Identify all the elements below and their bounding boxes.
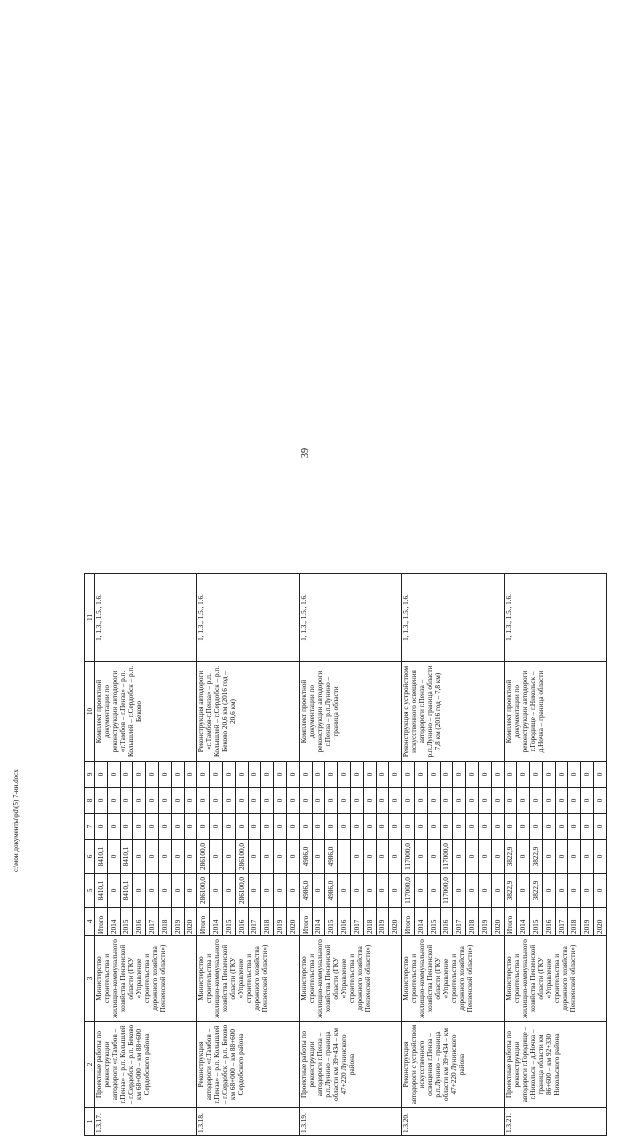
funding-total-cell: 0 (158, 874, 171, 908)
funding-federal-cell: 0 (427, 814, 440, 840)
funding-other-cell: 0 (222, 762, 235, 788)
funding-total-cell: 3822,9 (504, 874, 517, 908)
year-cell: Итого (95, 908, 108, 936)
year-cell: 2020 (389, 908, 402, 936)
indicator-codes: 1, 1.3., 1.5., 1.6. (402, 574, 504, 662)
funding-regional-cell (338, 840, 351, 874)
funding-regional-cell: 117000,0 (440, 840, 453, 874)
funding-regional-cell: 0 (555, 840, 568, 874)
year-cell: 2018 (363, 908, 376, 936)
funding-local-cell: 0 (133, 788, 146, 814)
funding-total-cell: 286100,0 (235, 874, 248, 908)
funding-local-cell: 0 (414, 788, 427, 814)
funding-total-cell: 0 (581, 874, 594, 908)
funding-total-cell: 0 (184, 874, 197, 908)
activity-name: Проектные работы по реконструкции автодороги г.Пенза – р.п.Лунино – граница области км 39+434 – км 47+220 Лунинского района (299, 1022, 401, 1108)
year-cell: 2020 (286, 908, 299, 936)
executor: Министерство строительства и жилищно-коммунального хозяйства Пензенской области (ГКУ «Управление строительства и дорожного хозяйства Пензенской области») (95, 936, 197, 1022)
year-cell: 2018 (158, 908, 171, 936)
indicator-codes: 1, 1.3., 1.5., 1.6. (95, 574, 197, 662)
funding-local-cell: 0 (427, 788, 440, 814)
funding-total-cell: 0 (286, 874, 299, 908)
year-cell: 2014 (517, 908, 530, 936)
funding-total-cell: 0 (568, 874, 581, 908)
page-number: 39 (300, 448, 311, 458)
funding-other-cell: 0 (146, 762, 159, 788)
year-cell: Итого (402, 908, 415, 936)
year-cell: 2015 (530, 908, 543, 936)
funding-other-cell: 0 (184, 762, 197, 788)
funding-federal-cell: 0 (414, 814, 427, 840)
funding-federal-cell: 0 (210, 814, 223, 840)
year-cell: Итого (299, 908, 312, 936)
funding-regional-cell: 0 (286, 840, 299, 874)
funding-federal-cell: 0 (197, 814, 210, 840)
funding-regional-cell: 0 (171, 840, 184, 874)
funding-other-cell: 0 (248, 762, 261, 788)
funding-other-cell: 0 (376, 762, 389, 788)
header-cell: 1 (85, 1108, 95, 1136)
funding-federal-cell: 0 (581, 814, 594, 840)
rotated-table-container (84, 574, 607, 1136)
funding-local-cell: 0 (107, 788, 120, 814)
funding-other-cell: 0 (338, 762, 351, 788)
year-cell: 2014 (210, 908, 223, 936)
funding-total-cell: 0 (555, 874, 568, 908)
funding-regional-cell: 0 (363, 840, 376, 874)
funding-regional-cell: 0 (210, 840, 223, 874)
funding-federal-cell: 0 (568, 814, 581, 840)
funding-other-cell: 0 (491, 762, 504, 788)
funding-local-cell: 0 (581, 788, 594, 814)
funding-regional-cell: 0 (222, 840, 235, 874)
activity-name: Проектные работы по реконструкции автодороги «г.Тамбов – г.Пенза» – р.п. Колышлей – г.Сердобск – р.п. Беково км 68+000 – км 88+600 Сердобского района (95, 1022, 197, 1108)
funding-regional-cell: 0 (350, 840, 363, 874)
row-number: 1.3.18. (197, 1108, 299, 1136)
funding-other-cell: 0 (466, 762, 479, 788)
funding-federal-cell: 0 (478, 814, 491, 840)
funding-other-cell: 0 (568, 762, 581, 788)
year-cell: Итого (504, 908, 517, 936)
funding-local-cell: 0 (286, 788, 299, 814)
expected-result: Реконструкция автодороги «г.Тамбов-г.Пенза» – р.п. Колышлей – г.Сердобск – р.п. Беково 20,6 км (2016 год – 20,6 км) (197, 662, 299, 762)
executor: Министерство строительства и жилищно-коммунального хозяйства Пензенской области (ГКУ «Управление строительства и дорожного хозяйства Пензенской области») (299, 936, 401, 1022)
funding-local-cell: 0 (530, 788, 543, 814)
funding-regional-cell: 0 (146, 840, 159, 874)
header-cell: 9 (85, 762, 95, 788)
funding-federal-cell: 0 (184, 814, 197, 840)
year-cell: 2015 (427, 908, 440, 936)
year-cell: 2014 (414, 908, 427, 936)
year-cell: 2014 (312, 908, 325, 936)
funding-other-cell: 0 (555, 762, 568, 788)
funding-total-cell: 117000,0 (440, 874, 453, 908)
funding-other-cell: 0 (542, 762, 555, 788)
funding-local-cell: 0 (299, 788, 312, 814)
funding-federal-cell: 0 (542, 814, 555, 840)
row-number: 1.3.20. (402, 1108, 504, 1136)
funding-regional-cell: 0 (248, 840, 261, 874)
year-cell: 2017 (555, 908, 568, 936)
funding-other-cell: 0 (504, 762, 517, 788)
funding-federal-cell: 0 (440, 814, 453, 840)
expected-result: Комплект проектной документации по реконструкции автодороги «г.Тамбов – г.Пенза» – р.п. Колышлей – г.Сердобск – р.п. Беково (95, 662, 197, 762)
year-cell: 2015 (120, 908, 133, 936)
year-cell: 2017 (453, 908, 466, 936)
year-cell: 2018 (466, 908, 479, 936)
funding-federal-cell: 0 (171, 814, 184, 840)
funding-federal-cell: 0 (133, 814, 146, 840)
funding-other-cell: 0 (530, 762, 543, 788)
funding-local-cell: 0 (568, 788, 581, 814)
funding-federal-cell: 0 (555, 814, 568, 840)
funding-local-cell: 0 (517, 788, 530, 814)
header-row (85, 574, 95, 1136)
funding-other-cell: 0 (197, 762, 210, 788)
funding-federal-cell: 0 (286, 814, 299, 840)
year-cell: 2016 (440, 908, 453, 936)
funding-federal-cell: 0 (376, 814, 389, 840)
funding-federal-cell: 0 (491, 814, 504, 840)
funding-local-cell: 0 (197, 788, 210, 814)
funding-total-cell: 0 (542, 874, 555, 908)
year-cell: 2017 (146, 908, 159, 936)
funding-federal-cell: 0 (222, 814, 235, 840)
year-cell: 2019 (376, 908, 389, 936)
funding-federal-cell: 0 (466, 814, 479, 840)
funding-regional-cell: 3822,9 (504, 840, 517, 874)
table-row (402, 574, 415, 1136)
funding-regional-cell: 0 (158, 840, 171, 874)
funding-total-cell: 0 (466, 874, 479, 908)
year-cell: 2016 (542, 908, 555, 936)
funding-regional-cell: 0 (274, 840, 287, 874)
funding-local-cell: 0 (210, 788, 223, 814)
funding-regional-cell: 0 (453, 840, 466, 874)
funding-other-cell: 0 (158, 762, 171, 788)
year-cell: 2016 (133, 908, 146, 936)
funding-regional-cell: 0 (594, 840, 607, 874)
funding-local-cell: 0 (542, 788, 555, 814)
executor: Министерство строительства и жилищно-коммунального хозяйства Пензенской области (ГКУ «Управление строительства и дорожного хозяйства Пензенской области») (402, 936, 504, 1022)
table-row (504, 574, 517, 1136)
year-cell: 2020 (594, 908, 607, 936)
funding-regional-cell: 3822,9 (530, 840, 543, 874)
funding-regional-cell: 8410,1 (95, 840, 108, 874)
funding-federal-cell: 0 (261, 814, 274, 840)
funding-total-cell: 117000,0 (402, 874, 415, 908)
year-cell: 2019 (478, 908, 491, 936)
funding-local-cell: 0 (325, 788, 338, 814)
funding-other-cell: 0 (95, 762, 108, 788)
funding-federal-cell: 0 (120, 814, 133, 840)
funding-local-cell: 0 (338, 788, 351, 814)
executor: Министерство строительства и жилищно-коммунального хозяйства Пензенской области (ГКУ «Управление строительства и дорожного хозяйства Пензенской области») (197, 936, 299, 1022)
funding-federal-cell: 0 (299, 814, 312, 840)
header-cell: 4 (85, 908, 95, 936)
year-cell: 2018 (568, 908, 581, 936)
funding-regional-cell: 0 (133, 840, 146, 874)
funding-total-cell: 0 (363, 874, 376, 908)
funding-total-cell: 0 (146, 874, 159, 908)
funding-regional-cell: 0 (466, 840, 479, 874)
year-cell: 2015 (325, 908, 338, 936)
funding-regional-cell: 0 (261, 840, 274, 874)
funding-other-cell: 0 (312, 762, 325, 788)
funding-total-cell: 3822,9 (530, 874, 543, 908)
table-row (299, 574, 312, 1136)
funding-other-cell: 0 (274, 762, 287, 788)
funding-federal-cell: 0 (504, 814, 517, 840)
funding-other-cell: 0 (299, 762, 312, 788)
funding-local-cell: 0 (440, 788, 453, 814)
funding-other-cell: 0 (389, 762, 402, 788)
year-cell: 2018 (261, 908, 274, 936)
funding-total-cell: 0 (478, 874, 491, 908)
row-number: 1.3.19. (299, 1108, 401, 1136)
funding-total-cell: 0 (389, 874, 402, 908)
funding-federal-cell: 0 (453, 814, 466, 840)
funding-total-cell: 0 (414, 874, 427, 908)
funding-local-cell: 0 (478, 788, 491, 814)
funding-local-cell: 0 (184, 788, 197, 814)
activity-name: Реконструкция автодороги с устройством искусственного освещения г.Пенза – р.п.Лунино – граница области км 39+434 – км 47+220 Лунинского района (402, 1022, 504, 1108)
executor: Министерство строительства и жилищно-коммунального хозяйства Пензенской области (ГКУ «Управление строительства и дорожного хозяйства Пензенской области») (504, 936, 607, 1022)
funding-regional-cell: 0 (542, 840, 555, 874)
activity-name: Проектные работы по реконструкции автодороги г.Городище – г.Никольск – д.Ночка – граница области км 86+600 – км 92+330 Никольского района (504, 1022, 607, 1108)
funding-other-cell: 0 (171, 762, 184, 788)
funding-total-cell: 0 (427, 874, 440, 908)
table-row (197, 574, 210, 1136)
funding-local-cell: 0 (491, 788, 504, 814)
year-cell: 2014 (107, 908, 120, 936)
year-cell: 2020 (491, 908, 504, 936)
funding-federal-cell: 0 (363, 814, 376, 840)
row-number: 1.3.21. (504, 1108, 607, 1136)
year-cell: 2015 (222, 908, 235, 936)
funding-total-cell: 0 (248, 874, 261, 908)
indicator-codes: 1, 1.3., 1.5., 1.6. (504, 574, 607, 662)
funding-local-cell: 0 (222, 788, 235, 814)
funding-local-cell: 0 (312, 788, 325, 814)
funding-total-cell: 0 (210, 874, 223, 908)
funding-regional-cell: 0 (491, 840, 504, 874)
funding-other-cell: 0 (120, 762, 133, 788)
header-cell: 10 (85, 662, 95, 762)
funding-total-cell: 4986,0 (325, 874, 338, 908)
funding-regional-cell: 8410,1 (120, 840, 133, 874)
expected-result: Комплект проектной документации по реконструкции автодороги г.Городище – г.Никольск – д.Ночка – граница области (504, 662, 607, 762)
funding-federal-cell: 0 (530, 814, 543, 840)
funding-federal-cell: 0 (594, 814, 607, 840)
funding-regional-cell: 4986,0 (299, 840, 312, 874)
year-cell: 2019 (581, 908, 594, 936)
funding-local-cell: 0 (453, 788, 466, 814)
funding-regional-cell: 0 (568, 840, 581, 874)
funding-total-cell: 0 (261, 874, 274, 908)
funding-regional-cell: 0 (107, 840, 120, 874)
funding-total-cell: 0 (312, 874, 325, 908)
funding-local-cell: 0 (274, 788, 287, 814)
funding-other-cell: 0 (325, 762, 338, 788)
file-path-footer: c:\мои документы\pd\(5) 7-ии.docx (12, 769, 20, 872)
year-cell: 2017 (350, 908, 363, 936)
funding-regional-cell: 0 (427, 840, 440, 874)
funding-local-cell: 0 (402, 788, 415, 814)
row-number: 1.3.17. (95, 1108, 197, 1136)
funding-other-cell: 0 (261, 762, 274, 788)
header-cell: 3 (85, 936, 95, 1022)
expected-result: Комплект проектной документации по реконструкции автодороги г.Пенза – р.п.Лунино – граница области (299, 662, 401, 762)
header-cell: 6 (85, 840, 95, 874)
funding-other-cell: 0 (581, 762, 594, 788)
funding-other-cell: 0 (517, 762, 530, 788)
funding-local-cell: 0 (95, 788, 108, 814)
funding-local-cell: 0 (466, 788, 479, 814)
funding-federal-cell: 0 (325, 814, 338, 840)
funding-regional-cell: 0 (517, 840, 530, 874)
header-cell: 2 (85, 1022, 95, 1108)
funding-regional-cell: 0 (478, 840, 491, 874)
funding-federal-cell: 0 (146, 814, 159, 840)
funding-federal-cell: 0 (517, 814, 530, 840)
indicator-codes: 1, 1.3., 1.5., 1.6. (299, 574, 401, 662)
expected-result: Реконструкция с устройством искусственного освещения автодороги г.Пенза – р.п.Лунино – граница области 7,8 км (2016 год – 7,8 км) (402, 662, 504, 762)
funding-federal-cell: 0 (248, 814, 261, 840)
funding-regional-cell: 4986,0 (325, 840, 338, 874)
funding-regional-cell: 286100,0 (197, 840, 210, 874)
funding-regional-cell: 117000,0 (402, 840, 415, 874)
funding-total-cell: 0 (133, 874, 146, 908)
header-cell: 5 (85, 874, 95, 908)
year-cell: 2020 (184, 908, 197, 936)
header-cell: 8 (85, 788, 95, 814)
funding-total-cell: 8410,1 (95, 874, 108, 908)
year-cell: 2016 (338, 908, 351, 936)
funding-federal-cell: 0 (107, 814, 120, 840)
funding-total-cell: 4986,0 (299, 874, 312, 908)
indicator-codes: 1, 1.3., 1.5., 1.6. (197, 574, 299, 662)
funding-local-cell: 0 (248, 788, 261, 814)
funding-federal-cell: 0 (95, 814, 108, 840)
funding-total-cell: 0 (274, 874, 287, 908)
year-cell: 2019 (274, 908, 287, 936)
funding-local-cell: 0 (363, 788, 376, 814)
funding-total-cell: 0 (517, 874, 530, 908)
funding-total-cell: 0 (338, 874, 351, 908)
funding-other-cell: 0 (210, 762, 223, 788)
funding-local-cell: 0 (158, 788, 171, 814)
funding-local-cell: 0 (171, 788, 184, 814)
year-cell: 2016 (235, 908, 248, 936)
funding-federal-cell: 0 (158, 814, 171, 840)
table-row (95, 574, 108, 1136)
funding-regional-cell: 0 (184, 840, 197, 874)
funding-total-cell: 286100,0 (197, 874, 210, 908)
activity-name: Реконструкция автодороги «г.Тамбов – г.Пенза» – р.п. Колышлей – г.Сердобск – р.п. Беково км 68+000 – км 88+600 Сердобского района (197, 1022, 299, 1108)
header-cell: 7 (85, 814, 95, 840)
funding-regional-cell: 0 (389, 840, 402, 874)
year-cell: 2019 (171, 908, 184, 936)
funding-total-cell: 0 (453, 874, 466, 908)
funding-regional-cell: 0 (581, 840, 594, 874)
funding-other-cell: 0 (235, 762, 248, 788)
funding-total-cell: 0 (171, 874, 184, 908)
year-cell: 2017 (248, 908, 261, 936)
funding-total-cell: 0 (350, 874, 363, 908)
funding-other-cell: 0 (478, 762, 491, 788)
funding-other-cell: 0 (133, 762, 146, 788)
funding-total-cell: 0 (491, 874, 504, 908)
funding-local-cell: 0 (120, 788, 133, 814)
funding-total-cell: 0 (376, 874, 389, 908)
funding-local-cell: 0 (504, 788, 517, 814)
funding-other-cell: 0 (427, 762, 440, 788)
program-table (84, 573, 607, 1136)
funding-local-cell: 0 (555, 788, 568, 814)
funding-other-cell: 0 (286, 762, 299, 788)
funding-total-cell: 0 (222, 874, 235, 908)
funding-local-cell: 0 (594, 788, 607, 814)
funding-federal-cell: 0 (350, 814, 363, 840)
funding-total-cell: 0 (594, 874, 607, 908)
funding-regional-cell: 286100,0 (235, 840, 248, 874)
funding-federal-cell: 0 (274, 814, 287, 840)
header-cell: 11 (85, 574, 95, 662)
funding-regional-cell: 0 (312, 840, 325, 874)
funding-other-cell: 0 (107, 762, 120, 788)
funding-local-cell: 0 (389, 788, 402, 814)
funding-local-cell: 0 (261, 788, 274, 814)
funding-other-cell: 0 (453, 762, 466, 788)
funding-other-cell: 0 (414, 762, 427, 788)
funding-local-cell: 0 (376, 788, 389, 814)
funding-federal-cell: 0 (312, 814, 325, 840)
funding-other-cell: 0 (363, 762, 376, 788)
funding-federal-cell: 0 (235, 814, 248, 840)
funding-total-cell: 8410,1 (120, 874, 133, 908)
funding-other-cell: 0 (350, 762, 363, 788)
funding-local-cell: 0 (350, 788, 363, 814)
funding-federal-cell: 0 (338, 814, 351, 840)
funding-other-cell: 0 (402, 762, 415, 788)
funding-federal-cell: 0 (402, 814, 415, 840)
funding-federal-cell: 0 (389, 814, 402, 840)
funding-local-cell: 0 (235, 788, 248, 814)
funding-other-cell: 0 (440, 762, 453, 788)
funding-local-cell: 0 (146, 788, 159, 814)
funding-regional-cell: 0 (414, 840, 427, 874)
year-cell: Итого (197, 908, 210, 936)
funding-total-cell: 0 (107, 874, 120, 908)
funding-regional-cell: 0 (376, 840, 389, 874)
funding-other-cell: 0 (594, 762, 607, 788)
